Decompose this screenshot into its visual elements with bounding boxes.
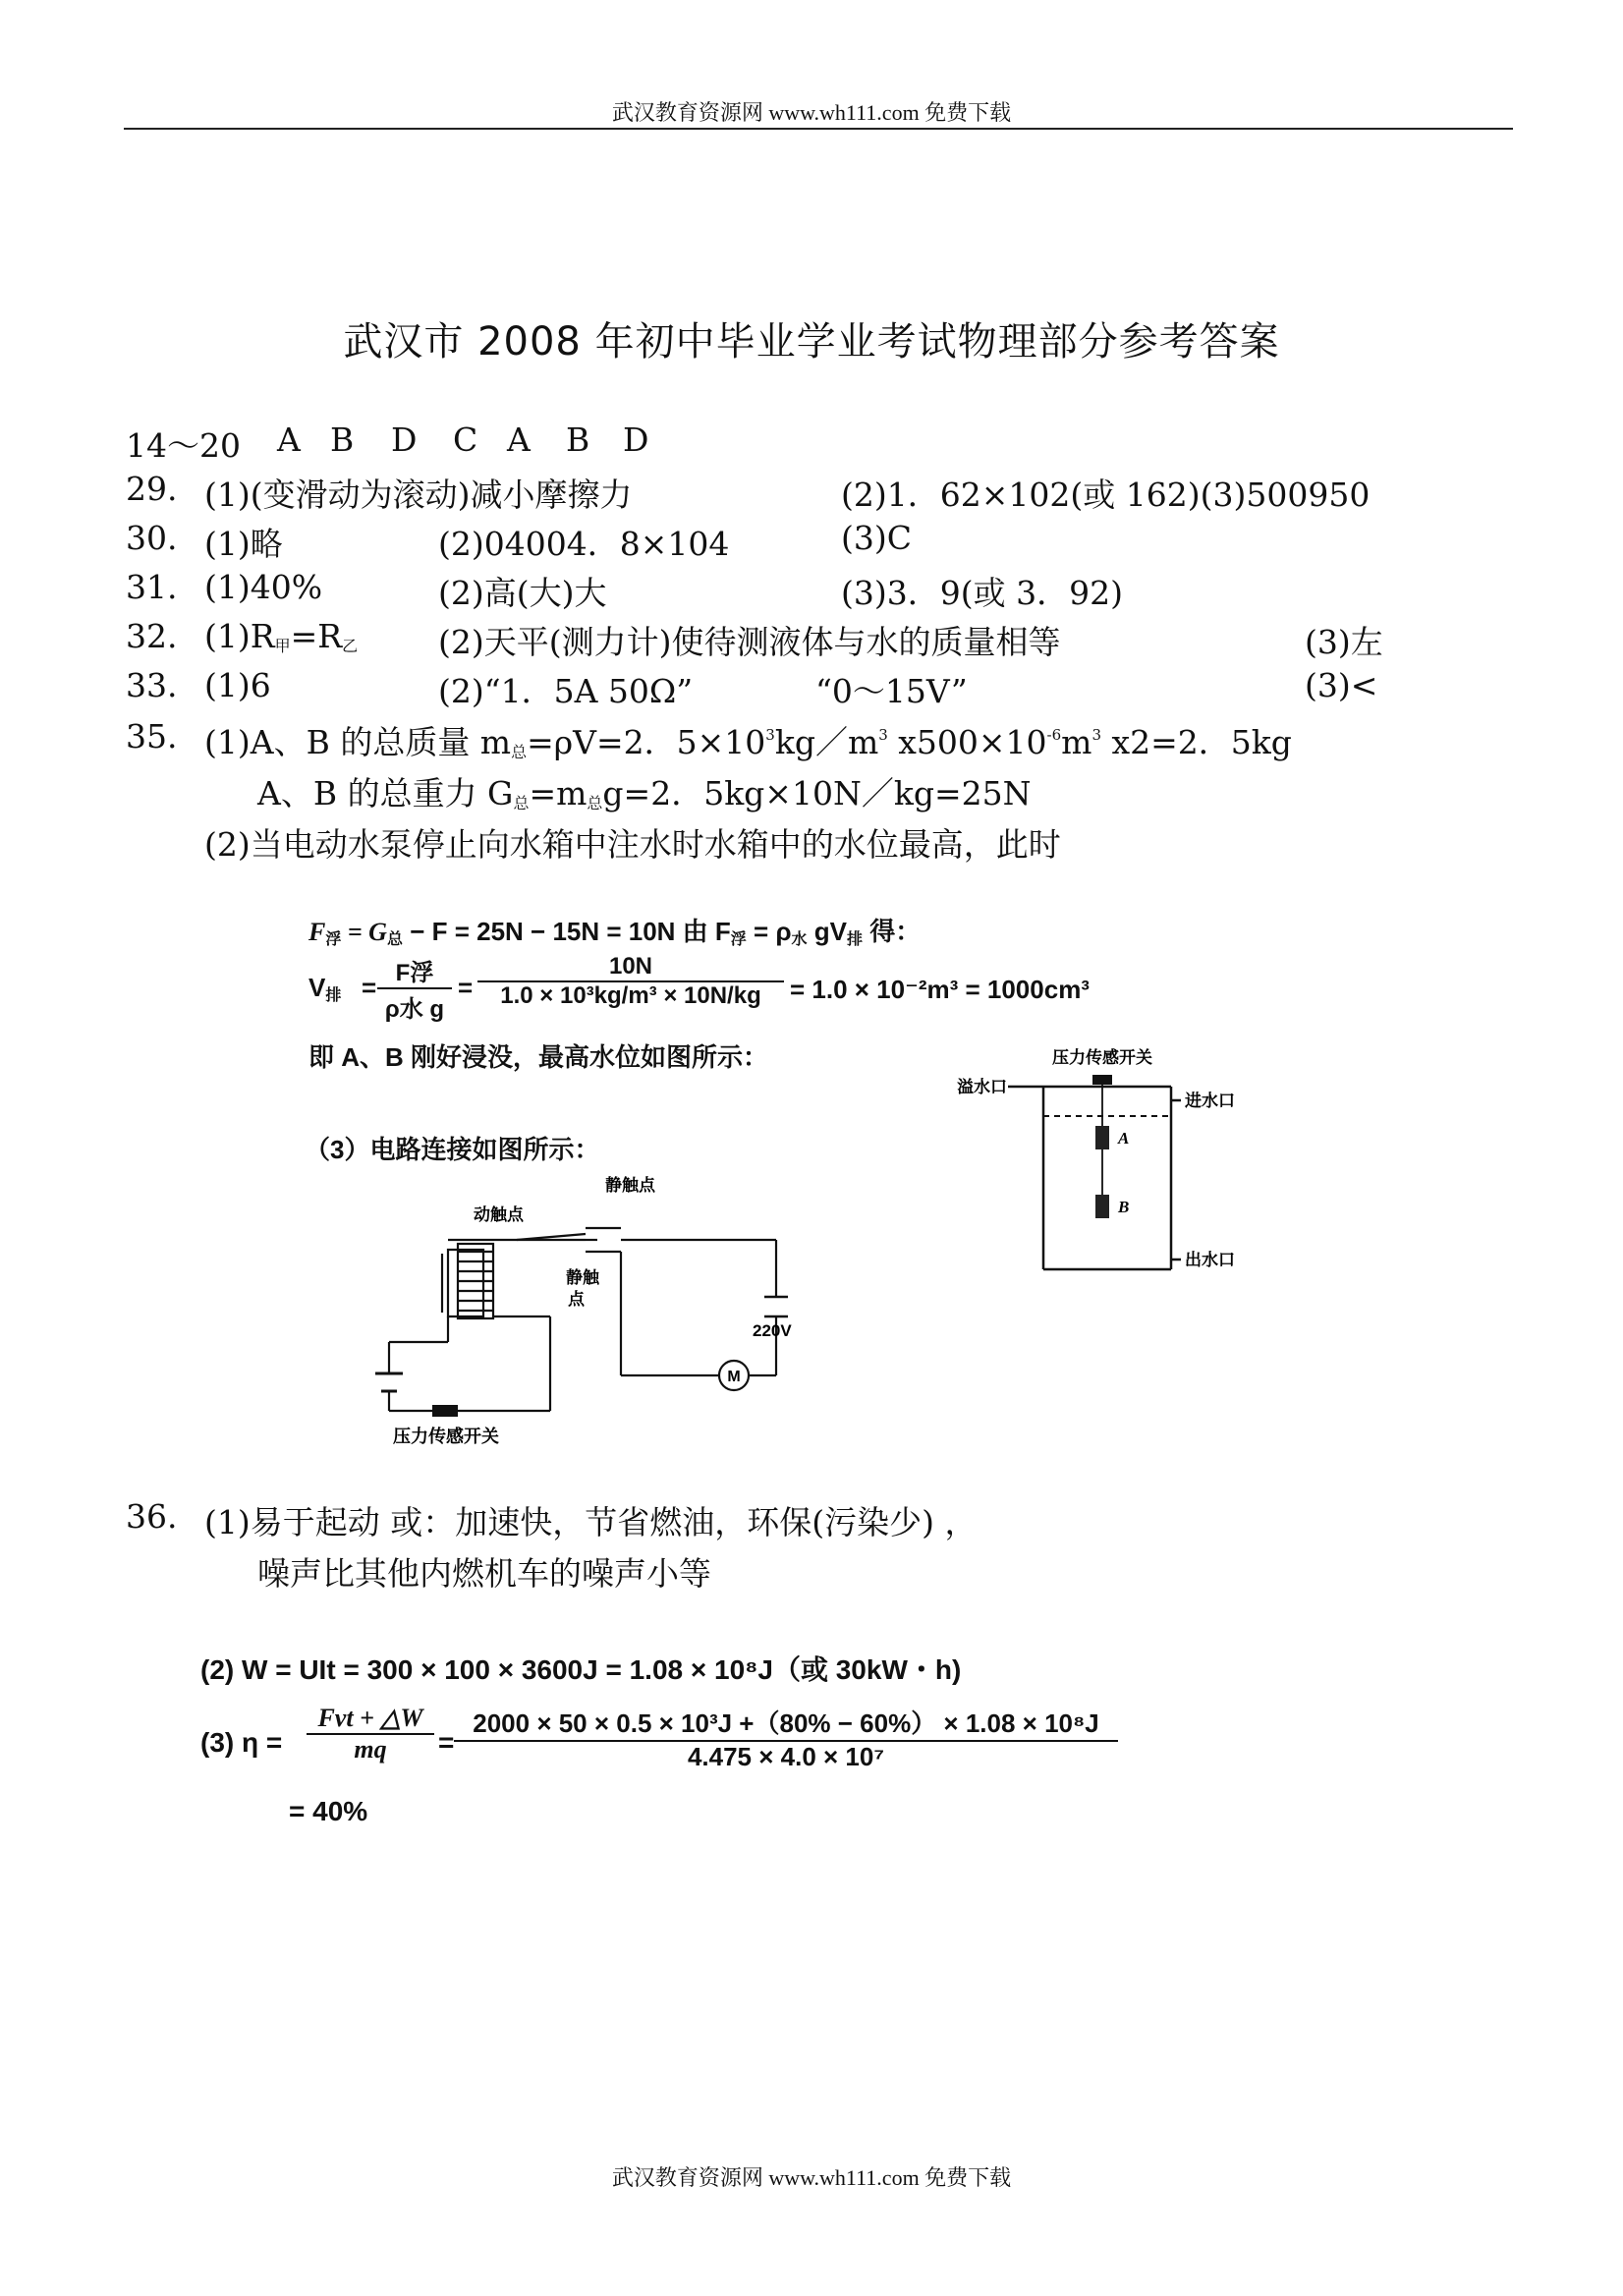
pressure-switch-icon [432,1405,458,1417]
text: g=2．5kg×10N／kg=25N [602,774,1032,812]
text: =m [529,774,588,812]
header-divider [124,128,1513,130]
q-num: 32. [126,617,178,655]
page-header: 武汉教育资源网 www.wh111.com 免费下载 [611,100,1012,125]
subscript: 总 [386,931,403,948]
denominator: mq [307,1733,434,1764]
text: x500×10 [887,723,1047,761]
numerator: 10N [608,953,653,980]
answer-part: (3)< [1305,666,1378,704]
subscript: 浮 [325,931,342,948]
efficiency-fraction-1 [307,1704,434,1764]
outlet-label: 出水口 [1185,1251,1235,1269]
numerator: Fvt + △W [317,1704,423,1732]
superscript: -6 [1046,726,1062,744]
mc-choice: C [453,420,478,459]
answer-part: (1)40% [204,568,323,606]
answer-part: (1)(变滑动为滚动)减小摩擦力 [204,476,633,514]
subscript: 水 [791,931,808,948]
moving-contact-label: 动触点 [474,1205,524,1224]
text: =ρV=2．5×10 [527,723,766,761]
answer-part: (2)当电动水泵停止向水箱中注水时水箱中的水位最高，此时 [204,825,1061,864]
superscript: 3 [878,726,888,744]
answer-part: (2)天平(测力计)使待测液体与水的质量相等 [438,623,1061,661]
water-tank-diagram [949,1041,1263,1287]
answer-31 [126,568,1501,612]
answer-35-line1 [126,717,1521,761]
block-b [1095,1195,1109,1218]
answer-part: (2)1．62×102(或 162)(3)500950 [841,476,1371,514]
subscript: 甲 [274,637,291,655]
q-num: 36. [126,1497,178,1536]
answer-part: (2)04004．8×104 [438,525,730,563]
answer-part [257,768,1031,814]
inlet-label: 进水口 [1185,1092,1235,1110]
circuit-note: （3）电路连接如图所示： [305,1135,600,1164]
equals-sign: = [458,973,474,1002]
mc-choice: B [566,420,590,459]
mc-choice: A [507,420,531,459]
denominator: ρ水 g [377,987,452,1024]
mc-choice: D [391,420,418,459]
text: 得： [863,917,922,946]
mc-choice: D [623,420,649,459]
answer-35-line2 [257,768,1436,810]
work-formula: (2) W = UIt = 300 × 100 × 3600J = 1.08 × 10⁸J（或 30kW・h) [200,1654,962,1685]
answer-part [204,717,1292,763]
denominator: 4.475 × 4.0 × 10⁷ [454,1740,1118,1772]
relay-frame [448,1250,483,1316]
answer-part: (1)6 [204,666,271,704]
answer-part [204,617,358,656]
answer-part: (1)易于起动 或：加速快，节省燃油，环保(污染少) ， [204,1503,978,1541]
numerator: 2000 × 50 × 0.5 × 10³J +（80% − 60%） × 1.08 × 10⁸J [473,1708,1099,1738]
answer-part: 噪声比其他内燃机车的噪声小等 [257,1554,711,1593]
mc-choice: A [277,420,301,459]
text: m [1061,723,1092,761]
answer-29 [126,470,1501,514]
q-num: 35. [126,717,178,756]
page-footer: 武汉教育资源网 www.wh111.com 免费下载 [611,2165,1012,2190]
efficiency-label: (3) η = [200,1727,283,1758]
mc-choice: B [330,420,355,459]
block-b-label: B [1118,1198,1130,1216]
answer-part: (3)C [841,519,912,557]
answer-part: “0～15V” [815,672,968,710]
subscript: 乙 [342,637,359,655]
buoyancy-formula [308,912,921,949]
equals-sign: = [362,973,377,1002]
mc-label: 14～20 [126,426,241,465]
superscript: 3 [765,726,775,744]
answer-35-line3 [204,819,1383,864]
answer-36-line2 [257,1548,1436,1593]
q-num: 31. [126,568,178,606]
relay-circuit-diagram [364,1169,835,1454]
q-num: 29. [126,470,178,508]
equals-sign: = [438,1727,455,1758]
text: = ρ [746,917,792,946]
text: (1)R [204,617,275,655]
motor-label: M [727,1369,741,1385]
subscript: 浮 [730,931,747,948]
denominator: 1.0 × 10³kg/m³ × 10N/kg [477,980,784,1010]
static-contact-label: 点 [568,1290,585,1309]
text: V [308,973,326,1002]
answer-part: (3)3．9(或 3．92) [841,574,1123,612]
voltage-label: 220V [753,1321,792,1340]
text: x2=2．5kg [1101,723,1292,761]
answer-part: (3)左 [1305,623,1383,661]
answer-32 [126,617,1521,661]
pressure-switch-label: 压力传感开关 [1052,1048,1152,1067]
pressure-switch-icon [1092,1075,1112,1085]
subscript: 总 [587,794,603,812]
efficiency-result: = 40% [289,1796,368,1826]
answer-part: (1)略 [204,525,283,563]
subscript: 总 [511,743,528,761]
text: =R [290,617,343,655]
superscript: 3 [1091,726,1102,744]
fraction-1 [377,953,452,1024]
text: − F = 25N − 15N = 10N 由 F [402,917,731,946]
q-num: 33. [126,666,178,704]
text: F [308,918,326,946]
page-title: 武汉市 2008 年初中毕业学业考试物理部分参考答案 [343,319,1280,364]
efficiency-fraction-2 [454,1704,1118,1772]
fraction-2 [477,953,784,1010]
answer-36-line1 [126,1497,1501,1539]
volume-formula [308,973,341,1005]
static-contact-label: 静触点 [605,1176,655,1195]
subscript: 排 [325,987,342,1004]
text: A、B 的总重力 G [257,774,514,812]
volume-result: = 1.0 × 10⁻²m³ = 1000cm³ [790,975,1090,1004]
overflow-label: 溢水口 [957,1078,1007,1096]
subscript: 排 [847,931,864,948]
block-a [1095,1126,1109,1149]
answer-part: (2)“1．5A 50Ω” [438,672,694,710]
answer-33 [126,666,1521,710]
text: = G [341,918,387,946]
answer-part: (2)高(大)大 [438,574,607,612]
text: kg／m [774,723,879,761]
text: (1)A、B 的总质量 m [204,723,512,761]
answer-mc [126,420,1501,465]
formula-note: 即 A、B 刚好浸没，最高水位如图所示： [308,1042,769,1072]
answer-30 [126,519,1501,563]
q-num: 30. [126,519,178,557]
static-contact-label: 静触 [566,1268,599,1287]
subscript: 总 [513,794,530,812]
numerator: F浮 [395,960,434,986]
block-a-label: A [1118,1129,1130,1148]
pressure-switch-label: 压力传感开关 [393,1427,499,1446]
text: gV [807,917,847,946]
